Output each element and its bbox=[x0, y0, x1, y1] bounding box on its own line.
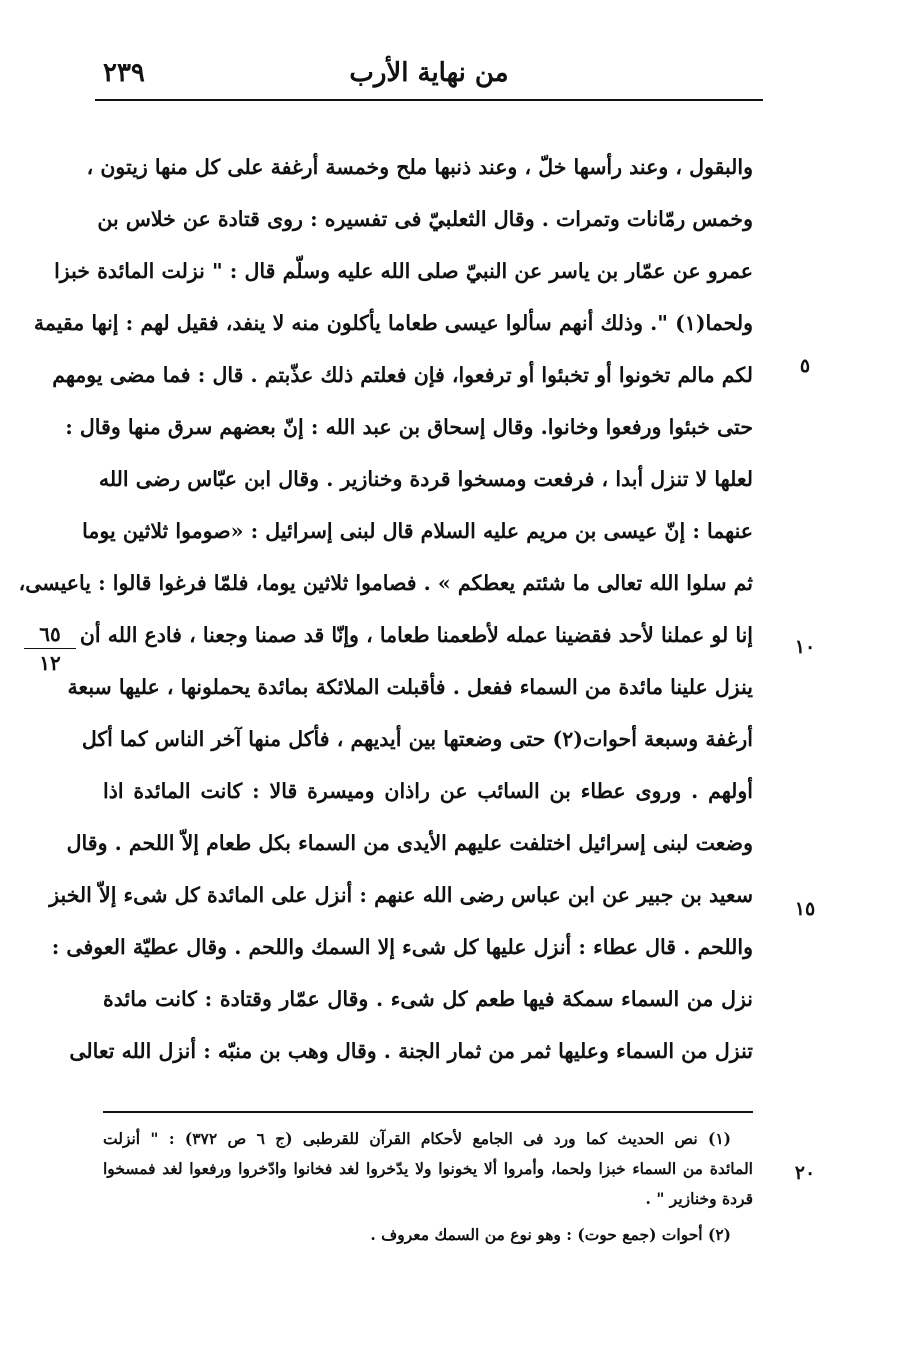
line-number-15: ١٥ bbox=[794, 898, 816, 920]
text-line: لعلها لا تنزل أبدا ، فرفعت ومسخوا قردة وخنازير . وقال ابن عبّاس رضى الله bbox=[98, 467, 753, 491]
text-line: عنهما : إنّ عيسى بن مريم عليه السلام قال لبنى إسرائيل : «صوموا ثلاثين يوما bbox=[82, 519, 753, 543]
margin-ref-bottom: ١٢ bbox=[39, 651, 61, 675]
text-line: واللحم . قال عطاء : أنزل عليها كل شىء إلا السمك واللحم . وقال عطيّة العوفى : bbox=[51, 935, 753, 959]
text-line: والبقول ، وعند رأسها خلّ ، وعند ذنبها ملح وخمسة أرغفة على كل منها زيتون ، bbox=[86, 155, 753, 179]
text-line: وضعت لبنى إسرائيل اختلفت عليهم الأيدى من السماء بكل طعام إلاّ اللحم . وقال bbox=[66, 831, 753, 855]
line-number-20: ٢٠ bbox=[794, 1162, 816, 1184]
footnotes bbox=[103, 1124, 753, 1250]
line-number-5: ٥ bbox=[799, 355, 811, 377]
text-line: ثم سلوا الله تعالى ما شئتم يعطكم » . فصاموا ثلاثين يوما، فلمّا فرغوا قالوا : ياعيسى، bbox=[18, 571, 753, 595]
text-line: أرغفة وسبعة أحوات(٢) حتى وضعتها بين أيديهم ، فأكل منها آخر الناس كما أكل bbox=[81, 727, 753, 751]
margin-ref-rule bbox=[24, 648, 76, 649]
text-line: أولهم . وروى عطاء بن السائب عن راذان وميسرة قالا : كانت المائدة اذا bbox=[103, 779, 753, 803]
line-number-10: ١٠ bbox=[794, 636, 816, 658]
text-line: ولحما(١) ". وذلك أنهم سألوا عيسى طعاما يأكلون منه لا ينفد، فقيل لهم : إنها مقيمة bbox=[33, 311, 753, 335]
text-line: ينزل علينا مائدة من السماء ففعل . فأقبلت الملائكة بمائدة يحملونها ، عليها سبعة bbox=[67, 675, 753, 699]
text-line: تنزل من السماء وعليها ثمر من ثمار الجنة . وقال وهب بن منبّه : أنزل الله تعالى bbox=[69, 1039, 753, 1063]
text-line: وخمس رمّانات وتمرات . وقال الثعلبيّ فى تفسيره : روى قتادة عن خلاس بن bbox=[97, 207, 753, 231]
text-line: نزل من السماء سمكة فيها طعم كل شىء . وقال عمّار وقتادة : كانت مائدة bbox=[103, 987, 753, 1011]
text-line: حتى خبئوا ورفعوا وخانوا. وقال إسحاق بن عبد الله : إنّ بعضهم سرق منها وقال : bbox=[65, 415, 753, 439]
footnote-rule bbox=[103, 1111, 753, 1113]
footnote-2-line: (٢) أحوات (جمع حوت) : وهو نوع من السمك معروف . bbox=[370, 1225, 731, 1244]
margin-ref-top: ٦٥ bbox=[39, 622, 61, 646]
text-line: لكم مالم تخونوا أو تخبئوا أو ترفعوا، فإن فعلتم ذلك عذّبتم . قال : فما مضى يومهم bbox=[52, 363, 753, 387]
page-header bbox=[95, 52, 763, 98]
running-title: من نهاية الأرب bbox=[349, 58, 509, 88]
text-line: عمرو عن عمّار بن ياسر عن النبيّ صلى الله عليه وسلّم قال : " نزلت المائدة خبزا bbox=[54, 259, 753, 283]
footnote-1-line: (١) نص الحديث كما ورد فى الجامع لأحكام القرآن للقرطبى (ج ٦ ص ٣٧٢) : " أنزلت bbox=[103, 1129, 731, 1148]
page-number: ٢٣٩ bbox=[103, 58, 145, 88]
footnote-1-line: قردة وخنازير " . bbox=[645, 1189, 753, 1208]
margin-page-reference bbox=[20, 622, 80, 675]
text-line: إنا لو عملنا لأحد فقضينا عمله لأطعمنا طعاما ، وإنّا قد صمنا وجعنا ، فادع الله أن bbox=[79, 623, 753, 647]
footnote-1-line: المائدة من السماء خبزا ولحما، وأمروا ألا يخونوا ولا يدّخروا لغد فخانوا وادّخروا ورفعوا لغد فمسخوا bbox=[103, 1159, 753, 1178]
header-rule bbox=[95, 99, 763, 101]
text-line: سعيد بن جبير عن ابن عباس رضى الله عنهم : أنزل على المائدة كل شىء إلاّ الخبز bbox=[49, 883, 753, 907]
